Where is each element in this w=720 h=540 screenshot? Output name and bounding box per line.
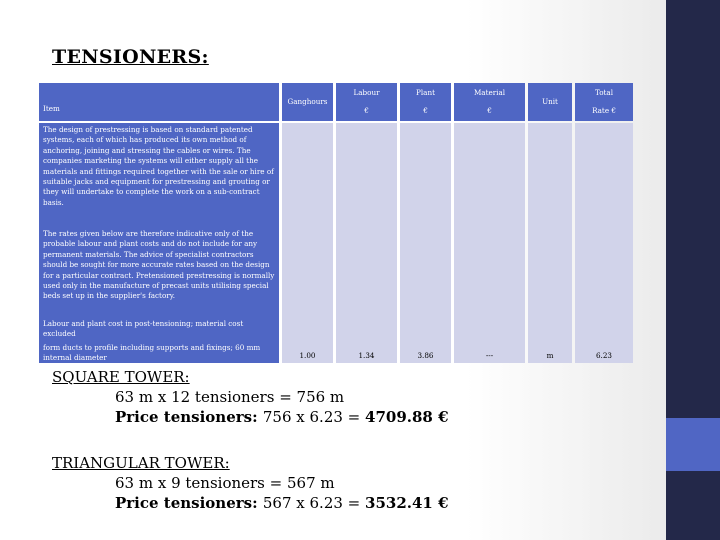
square-tower-heading: SQUARE TOWER: [52, 368, 190, 386]
triangular-tower-price [52, 494, 449, 514]
triangular-tower-heading: TRIANGULAR TOWER: [52, 454, 230, 472]
triangular-tower-calculation [52, 454, 449, 514]
header-item: Item [39, 83, 279, 121]
header-material-currency: € [487, 106, 492, 115]
header-labour-label: Labour [353, 88, 380, 97]
triangular-tower-length: 63 m x 9 tensioners = 567 m [115, 474, 335, 492]
cell-unit: m [528, 123, 572, 363]
description-paragraph: The design of prestressing is based on standard patented systems, each of which has produced its own method of anchoring, joining and stressing the cables or wires. The companies marketing the systems will either supply all the materials and fittings required together with the sale or hire of suitable jacks and equipment for prestressing and grouting or they will undertake to complete the work on a sub-contract basis. [43, 125, 274, 207]
cell-plant: 3.86 [400, 123, 451, 363]
cell-material: --- [454, 123, 525, 363]
square-tower-length: 63 m x 12 tensioners = 756 m [115, 388, 345, 406]
sidebar-accent-block [666, 418, 720, 471]
item-description-cell [39, 123, 279, 363]
price-label: Price tensioners: [115, 408, 263, 426]
square-tower-price [52, 408, 449, 428]
section-subtitle: Labour and plant cost in post-tensioning; material cost excluded [43, 319, 244, 339]
page-title: TENSIONERS: [52, 46, 209, 68]
price-expression: 756 x 6.23 = [262, 408, 366, 426]
description-paragraph: The rates given below are therefore indicative only of the probable labour and plant costs and do not include for any permanent materials. The advice of specialist contractors should be sought for more accurate rates based on the design for a particular contract. Pretensioned prestressing is normally used only in the manufacture of precast units utilising special beds set up in the supplier's factory. [43, 229, 275, 301]
cell-ganghours: 1.00 [282, 123, 333, 363]
header-material-label: Material [473, 88, 506, 97]
header-unit: Unit [528, 83, 572, 121]
header-plant [400, 83, 451, 121]
square-tower-calculation [52, 368, 449, 428]
header-total-rate: Rate € [592, 106, 616, 115]
header-total [575, 83, 633, 121]
cell-labour: 1.34 [336, 123, 397, 363]
price-expression: 567 x 6.23 = [262, 494, 366, 512]
table-header-row [39, 83, 633, 121]
header-plant-label: Plant [416, 88, 435, 97]
price-result: 3532.41 € [365, 494, 449, 512]
rates-table [36, 81, 636, 365]
header-plant-currency: € [423, 106, 428, 115]
header-ganghours: Ganghours [282, 83, 333, 121]
price-result: 4709.88 € [365, 408, 449, 426]
price-label: Price tensioners: [115, 494, 263, 512]
header-material [454, 83, 525, 121]
header-total-label: Total [594, 88, 614, 97]
header-labour-currency: € [364, 106, 369, 115]
table-row [39, 123, 633, 363]
item-description: form ducts to profile including supports and fixings; 60 mm internal diameter [43, 343, 261, 363]
cell-total-rate: 6.23 [575, 123, 633, 363]
header-labour [336, 83, 397, 121]
